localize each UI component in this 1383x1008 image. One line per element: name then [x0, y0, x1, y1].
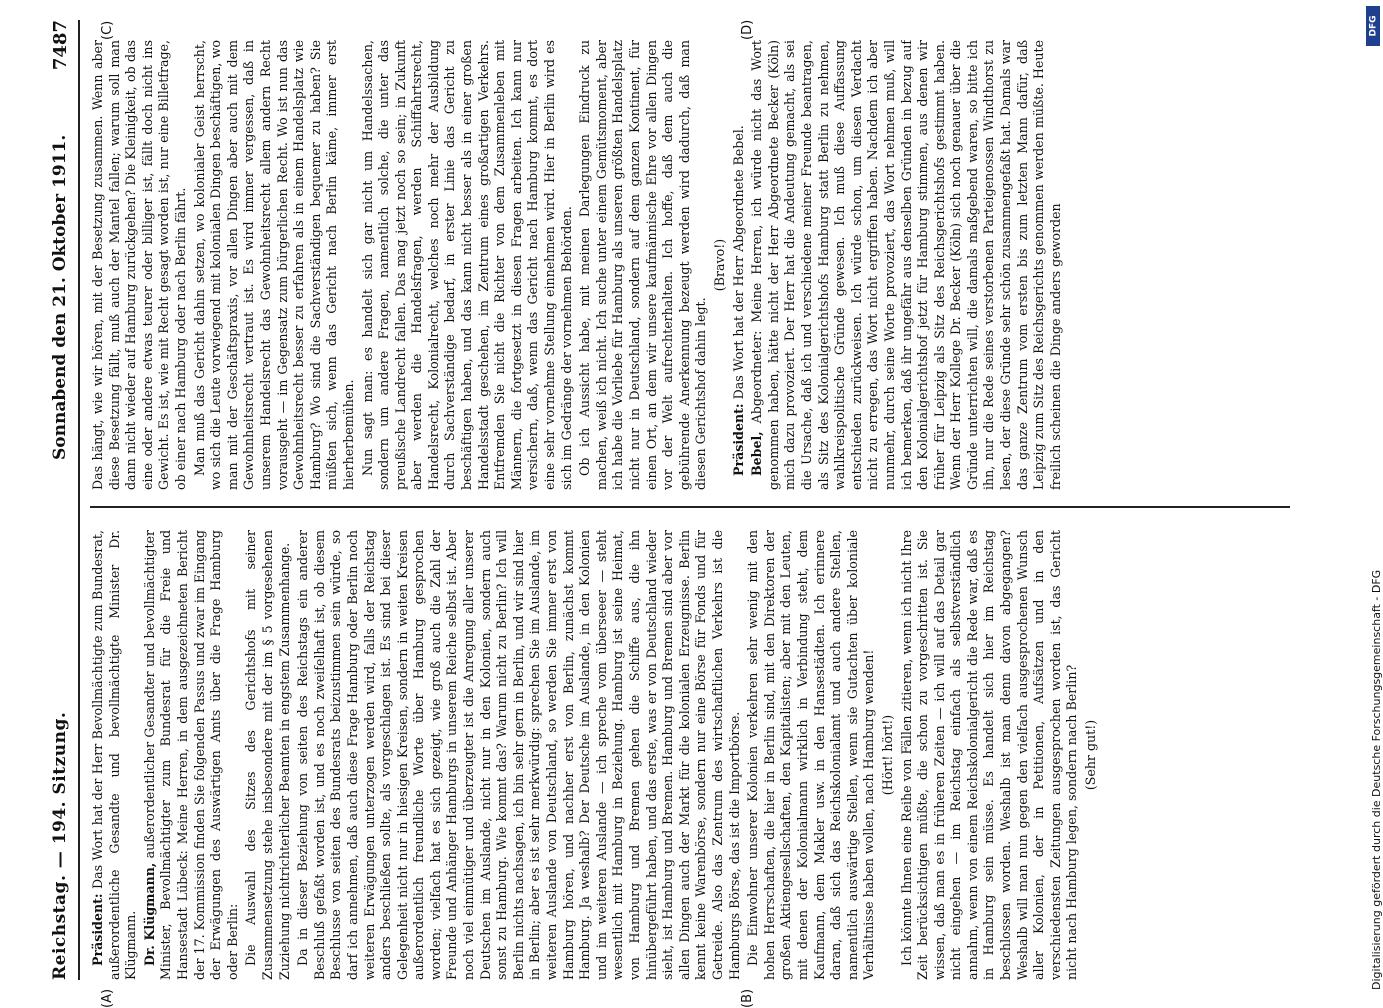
marker-a: (A) [100, 988, 115, 1008]
paragraph-text: Das Wort hat der Herr Bevollmächtigte zum Bundesrat, außerordentliche Gesandte und bevollmächtigte Minister Dr. Klügmann. [90, 530, 139, 980]
paragraph [295, 530, 743, 980]
paragraph [712, 40, 729, 490]
marker-d: (D) [740, 19, 755, 40]
paragraph-text: Ob ich Aussicht habe, mit meinen Darlegungen Eindruck zu machen, weiß ich nicht. Ich suche unter einem Gemütsmoment, aber ich habe die Vorliebe für Hamburg als unseren größten Handelsplatz nicht nur in Deutschland, sondern auf dem ganzen Kontinent, für einen Ort, an dem wir unsere kaufmännische Ehre vor allen Dingen vor der Welt aufrechterhalten. Ich hoffe, daß dem auch die gebührende Anerkennung bezeugt werden wird dadurch, daß man diesen Gerichtshof dahin legt. [577, 40, 709, 490]
side-note: Digitalisierung gefördert durch die Deutsche Forschungsgemeinschaft - DFG [1370, 569, 1383, 990]
paragraph [745, 530, 878, 980]
paragraph [90, 40, 190, 490]
speaker-name: Präsident: [730, 403, 746, 476]
paragraph-text: Ich könnte Ihnen eine Reihe von Fällen zitieren, wenn ich nicht Ihre Zeit berücksichtigen müßte, die schon zu vorgeschritten ist. Sie wissen, daß man es in früheren Zeiten — ich will auf das Detail gar nicht eingehen — im Reichstag einfach als selbstverständlich annahm, wenn von einem Reichskolonialgericht die Rede war, daß es in Hamburg sein müsse. Es handelt sich hier im Reichstag beschlossen worden. Weshalb ist man denn davon abgegangen? Weshalb will man nun gegen den vielfach ausgesprochenen Wunsch aller Kolonien, der in Petitionen, Aufsätzen und in den verschiedensten Zeitungen ausgesprochen worden ist, das Gericht nicht nach Hamburg legen, sondern nach Berlin? [898, 530, 1080, 980]
paragraph-text: Nun sagt man: es handelt sich gar nicht um Handelssachen, sondern um andere Fragen, namentlich solche, die unter das preußische Landrecht fallen. Das mag jetzt noch so sein; in Zukunft aber werden die Handelsfragen, werden Schiffahrtsrecht, Handelsrecht, Kolonialrecht, welches noch mehr der Ausbildung durch Sachverständige bedarf, in erster Linie das Gericht zu beschäftigen haben, und das kann nicht besser als in einer großen Handelsstadt geschehen, im Zentrum eines großartigen Verkehrs. Entfremden Sie nicht die Richter von dem Zusammenleben mit Männern, die fortgesetzt in diesen Fragen arbeiten. Ich kann nur versichern, daß, wenn das Gericht nach Hamburg kommt, es dort eine sehr vornehme Stellung einnehmen wird. Hier in Berlin wird es sich im Gedränge der vornehmen Behörden. [359, 40, 574, 490]
page-number: 7487 [50, 20, 71, 71]
paragraph [360, 40, 576, 490]
paragraph [577, 40, 710, 490]
speaker-name: Präsident: [90, 893, 105, 966]
paragraph [142, 530, 242, 980]
paragraph-text: (Bravo!) [711, 238, 727, 292]
right-column [90, 40, 1330, 490]
column-divider [90, 506, 1290, 508]
paragraph-text: Das hängt, wie wir hören, mit der Besetzung zusammen. Wenn aber diese Besetzung fällt, muß auch der Mantel fallen; warum soll man dann nicht wieder auf Hamburg zurückgehen? Die Kleinigkeit, ob das eine oder andere etwas teurer oder billiger ist, fällt doch nicht ins Gewicht. Es ist, wie mit Recht gesagt worden ist, nur eine Billetfrage, ob einer nach Hamburg oder nach Berlin fährt. [90, 40, 188, 490]
paragraph-text: Da in dieser Beziehung von seiten des Reichstags ein anderer Beschluß gefaßt worden ist, und es noch zweifelhaft ist, ob diesem Beschlusse von seiten des Bundesrats beizustimmen sein würde, so darf ich annehmen, daß auch diese Frage Hamburg oder Berlin noch weiteren Erwägungen unterzogen werden wird, falls der Reichstag anders beschließen sollte, als vorgeschlagen ist. Es sind bei dieser Gelegenheit nicht nur in hiesigen Kreisen, sondern in weiten Kreisen außerordentlich freundliche Worte über Hamburg gesprochen worden; vielfach hat es sich gezeigt, wie groß auch die Zahl der Freunde und Anhänger Hamburgs in unserem Reiche selbst ist. Aber noch viel einmütiger und überzeugter ist die Anregung aller unserer Deutschen im Auslande, nicht nur in den Kolonien, sondern auch sonst zu Hamburg. Wie kommt das? Warum nicht zu Berlin? Ich will Berlin nichts nachsagen, ich bin sehr gern in Berlin, und wir sind hier in Berlin; aber es ist sehr merkwürdig: sprechen Sie im Auslande, im weiteren Auslande von Deutschland, so werden Sie immer erst von Hamburg hören, und nachher erst von Berlin, zunächst kommt Hamburg. Ja weshalb? Der Deutsche im Auslande, in den Kolonien und im weiteren Auslande — ich spreche vom überseeer — steht wesentlich mit Hamburg in Beziehung. Hamburg ist seine Heimat, von Hamburg und Bremen gehen die Schiffe aus, die ihn hinübergeführt haben, und das erste, was er von Deutschland wieder sieht, ist Hamburg und Bremen. Hamburg und Bremen sind aber vor allen Dingen auch der Markt für die kolonialen Erzeugnisse. Berlin kennt keine Warenbörse, sondern nur eine Börse für Fonds und für Getreide. Also das Zentrum des wirtschaftlichen Verkehrs ist die Hamburgs Börse, das ist die Importbörse. [295, 530, 742, 980]
marker-b: (B) [740, 988, 755, 1008]
paragraph [731, 40, 748, 490]
paragraph-text: Die Auswahl des Sitzes des Gerichtshofs mit seiner Zusammensetzung stehe insbesondere mit der im § 5 vorgesehenen Zuziehung nichtrichterlicher Beamten in engstem Zusammenhange. [243, 530, 292, 980]
paragraph [192, 40, 358, 490]
header-right: Sonnabend den 21. Oktober 1911. [50, 134, 70, 460]
left-column [90, 530, 1330, 980]
paragraph-text: außerordentlicher Gesandter und bevollmächtigter Minister, Bevollmächtigter zum Bundesrat für die Freie und Hansestadt Lübeck: Meine Herren, in dem ausgezeichneten Bericht der 17. Kommission finden Sie folgenden Passus und zwar im Eingang der Erwägungen des Auswärtigen Amts über die Frage Hamburg oder Berlin: [141, 530, 240, 980]
paragraph-text: Man muß das Gericht dahin setzen, wo kolonialer Geist herrscht, wo sich die Leute vorwiegend mit kolonialen Dingen beschäftigen, wo man mit der Geschäftspraxis, vor allen Dingen aber auch mit dem Gewohnheitsrecht vertraut ist. Es wird immer vergessen, daß in unserem Handelsrecht das Gewohnheitsrecht allem andern Recht vorausgeht — im Gegensatz zum bürgerlichen Recht. Wo ist nun das Gewohnheitsrecht besser zu erfahren als in einem Handelsplatz wie Hamburg? Wo sind die Sachverständigen bequemer zu haben? Sie müßten sich, wenn das Gericht nach Berlin käme, immer erst hierherbemühen. [191, 40, 356, 490]
paragraph-text: (Hört! hört!) [879, 714, 895, 796]
paragraph-text: Die Einwohner unserer Kolonien verkehren sehr wenig mit den hohen Herrschaften, die hier in Berlin sind, mit den Direktoren der großen Aktiengesellschaften, den Kapitalisten; aber mit den Leuten, mit denen der Kolonialmann wirklich in Verbindung steht, dem Kaufmann, dem Makler usw. in den Hansestädten. Ich erinnere daran, daß sich das Reichskolonialamt und auch andere Stellen, namentlich auswärtige Stellen, wenn sie Gutachten über koloniale Verhältnisse haben wollen, nach Hamburg wenden! [745, 530, 877, 980]
paragraph-text: Das Wort hat der Herr Abgeordnete Bebel. [730, 125, 746, 400]
rotated-page [40, 19, 1340, 1008]
speaker-name: Dr. Klügmann, [141, 862, 157, 966]
marker-c: (C) [100, 20, 115, 40]
paragraph [749, 40, 1064, 490]
paragraph [880, 530, 897, 980]
page-header [40, 20, 80, 980]
paragraph [243, 530, 293, 980]
paragraph [90, 530, 140, 980]
paragraph-text: Abgeordneter: Meine Herren, ich würde nicht das Wort genommen haben, hätte nicht der Herr Abgeordnete Becker (Köln) mich dazu provoziert. Der Herr hat die Andeutung gemacht, als sei die Ursache, daß ich und verschiedene meiner Freunde beantragen, als Sitz des Kolonialgerichtshofs Hamburg statt Berlin zu nehmen, wahlkreispolitische Gründe gewesen. Ich muß diese Auffassung entschieden zurückweisen. Ich würde schon, um diesen Verdacht nicht zu erregen, das Wort nicht ergriffen haben. Nachdem ich aber nunmehr, durch seine Worte provoziert, das Wort nehmen muß, will ich bemerken, daß ihr ungefähr aus denselben Gründen in bezug auf den Kolonialgerichtshof jetzt für Hamburg stimmen, aus denen wir früher für Leipzig als Sitz des Reichsgerichtshofs gestimmt haben. Wenn der Herr Kollege Dr. Becker (Köln) sich noch genauer über die Gründe unterrichten will, die damals maßgebend waren, so bitte ich ihn, nur die Rede seines verstorbenen Parteigenossen Windthorst zu lesen, der diese Gründe sehr schön zusammengefaßt hat. Damals war das ganze Zentrum vom ersten bis zum letzten Mann dafür, daß Leipzig zum Sitz des Reichsgerichts genommen werden müßte. Heute freilich scheinen die Dinge anders geworden [749, 40, 1063, 490]
header-left: Reichstag. — 194. Sitzung. [50, 711, 70, 980]
dfg-logo: DFG [1366, 6, 1380, 46]
paragraph-text: (Sehr gut!) [1083, 719, 1099, 791]
paragraph [1083, 530, 1100, 980]
header-rule [78, 20, 80, 980]
paragraph [899, 530, 1082, 980]
speaker-name: Bebel, [749, 431, 765, 476]
